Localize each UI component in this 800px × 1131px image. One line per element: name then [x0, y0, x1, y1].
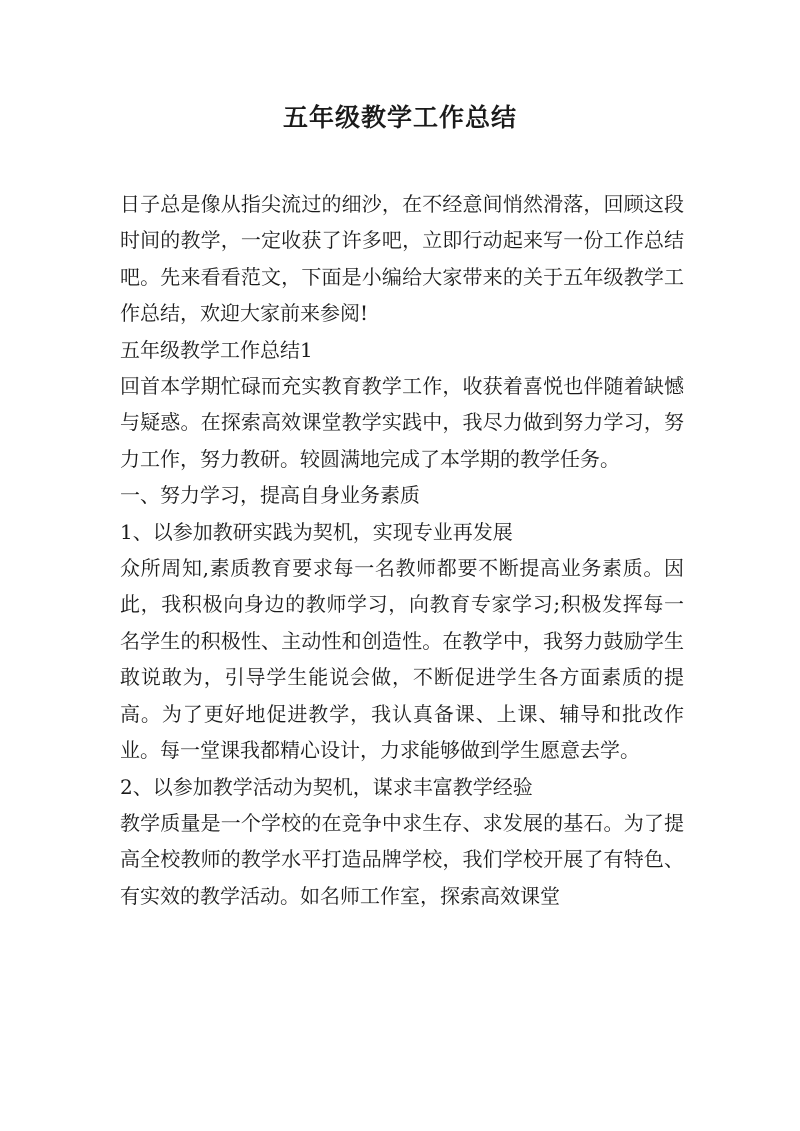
- intro-paragraph: 日子总是像从指尖流过的细沙，在不经意间悄然滑落，回顾这段时间的教学，一定收获了许多吧，立即行动起来写一份工作总结吧。先来看看范文，下面是小编给大家带来的关于五年级教学工作总结，欢迎大家前来参阅!: [120, 192, 684, 326]
- item-heading: 2、以参加教学活动为契机，谋求丰富教学经验: [120, 774, 533, 799]
- document-title: 五年级教学工作总结: [282, 103, 517, 132]
- subsection-heading: 一、努力学习，提高自身业务素质: [120, 483, 420, 508]
- document-body: [120, 186, 684, 914]
- body-paragraph: 众所周知,素质教育要求每一名教师都要不断提高业务素质。因此，我积极向身边的教师学习，向教育专家学习;积极发挥每一名学生的积极性、主动性和创造性。在教学中，我努力鼓励学生敢说敢为，引导学生能说会做，不断促进学生各方面素质的提高。为了更好地促进教学，我认真备课、上课、辅导和批改作业。每一堂课我都精心设计，力求能够做到学生愿意去学。: [120, 556, 684, 763]
- body-paragraph: 回首本学期忙碌而充实教育教学工作，收获着喜悦也伴随着缺憾与疑惑。在探索高效课堂教学实践中，我尽力做到努力学习，努力工作，努力教研。较圆满地完成了本学期的教学任务。: [120, 374, 684, 471]
- item-heading: 1、以参加教研实践为契机，实现专业再发展: [120, 519, 513, 544]
- section-heading: 五年级教学工作总结1: [120, 337, 313, 362]
- body-paragraph: 教学质量是一个学校的在竞争中求生存、求发展的基石。为了提高全校教师的教学水平打造品牌学校，我们学校开展了有特色、有实效的教学活动。如名师工作室，探索高效课堂: [120, 810, 684, 908]
